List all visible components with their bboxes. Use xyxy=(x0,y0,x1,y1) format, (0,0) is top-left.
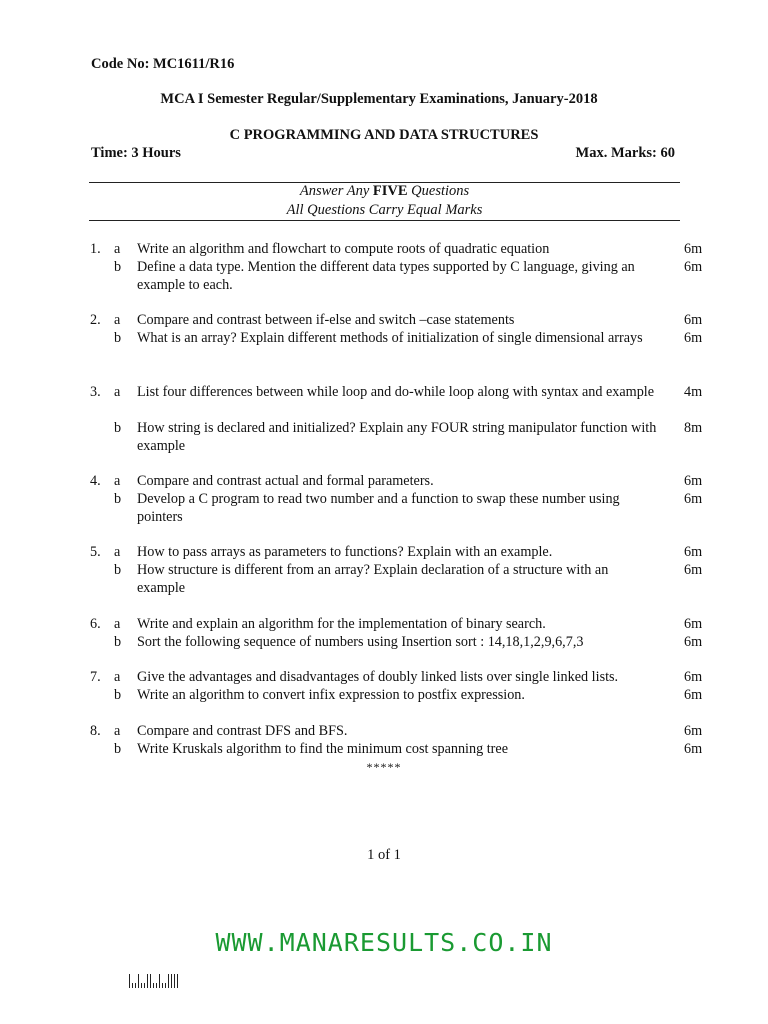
question-2 xyxy=(0,311,768,365)
barcode-bar xyxy=(159,974,160,988)
instruction-line-2: All Questions Carry Equal Marks xyxy=(286,202,483,218)
part-label: a xyxy=(114,544,121,560)
question-text: Write an algorithm to convert infix expression to postfix expression. xyxy=(137,687,525,703)
part-label: b xyxy=(114,420,122,436)
question-text: How to pass arrays as parameters to functions? Explain with an example. xyxy=(137,544,553,560)
question-6 xyxy=(0,615,768,651)
question-marks: 6m xyxy=(684,616,703,632)
instruction-post: Questions xyxy=(407,183,470,199)
barcode-bar xyxy=(141,983,142,988)
question-8 xyxy=(0,722,768,758)
subject-title: C PROGRAMMING AND DATA STRUCTURES xyxy=(229,127,539,143)
exam-title: MCA I Semester Regular/Supplementary Examinations, January-2018 xyxy=(160,91,598,107)
question-marks: 6m xyxy=(684,330,703,346)
question-3 xyxy=(0,383,768,455)
question-marks: 6m xyxy=(684,473,703,489)
question-text: Give the advantages and disadvantages of doubly linked lists over single linked lists. xyxy=(137,669,619,685)
barcode-bar xyxy=(147,974,148,988)
instruction-five: FIVE xyxy=(372,183,408,199)
question-marks: 6m xyxy=(684,241,703,257)
part-label: a xyxy=(114,723,121,739)
question-marks: 6m xyxy=(684,562,703,578)
part-label: b xyxy=(114,687,122,703)
question-text: Compare and contrast DFS and BFS. xyxy=(137,723,348,739)
question-marks: 6m xyxy=(684,669,703,685)
barcode-bar xyxy=(129,974,130,988)
part-label: a xyxy=(114,616,121,632)
barcode-bar xyxy=(156,983,157,988)
question-text: Compare and contrast between if-else and switch –case statements xyxy=(137,312,515,328)
question-number: 1. xyxy=(90,241,101,257)
question-text: Develop a C program to read two number and a function to swap these number using pointers xyxy=(137,491,620,525)
question-text: Write and explain an algorithm for the implementation of binary search. xyxy=(137,616,546,632)
question-5 xyxy=(0,543,768,597)
barcode-bar xyxy=(177,974,178,988)
barcode-bar xyxy=(162,983,163,988)
end-of-paper-mark: ***** xyxy=(366,760,402,774)
barcode-bar xyxy=(135,983,136,988)
question-text: How structure is different from an array? Explain declaration of a structure with an example xyxy=(137,562,609,596)
question-number: 7. xyxy=(90,669,101,685)
max-marks: Max. Marks: 60 xyxy=(575,145,675,161)
question-marks: 6m xyxy=(684,491,703,507)
code-number: Code No: MC1611/R16 xyxy=(91,56,235,72)
question-marks: 6m xyxy=(684,687,703,703)
question-text: Write Kruskals algorithm to find the minimum cost spanning tree xyxy=(137,741,508,757)
question-marks: 6m xyxy=(684,723,703,739)
question-marks: 6m xyxy=(684,544,703,560)
question-number: 2. xyxy=(90,312,101,328)
part-label: a xyxy=(114,241,121,257)
question-text: How string is declared and initialized? Explain any FOUR string manipulator function with example xyxy=(137,420,657,454)
part-label: b xyxy=(114,491,122,507)
part-label: a xyxy=(114,669,121,685)
question-marks: 4m xyxy=(684,384,703,400)
question-marks: 6m xyxy=(684,634,703,650)
part-label: a xyxy=(114,384,121,400)
question-marks: 6m xyxy=(684,259,703,275)
barcode-bar xyxy=(165,983,166,988)
barcode-bar xyxy=(168,974,169,988)
bottom-divider xyxy=(89,220,680,221)
instruction-pre: Answer Any xyxy=(299,183,373,199)
instruction-line-1 xyxy=(89,183,680,200)
barcode-bar xyxy=(144,983,145,988)
watermark-url: WWW.MANARESULTS.CO.IN xyxy=(215,928,553,957)
part-label: a xyxy=(114,473,121,489)
barcode-bar xyxy=(174,974,175,988)
question-number: 6. xyxy=(90,616,101,632)
question-text: Compare and contrast actual and formal parameters. xyxy=(137,473,434,489)
question-text: What is an array? Explain different methods of initialization of single dimensional arrays xyxy=(137,330,643,346)
barcode-bar xyxy=(171,974,172,988)
question-marks: 8m xyxy=(684,420,703,436)
question-text: Define a data type. Mention the different data types supported by C language, giving an example to each. xyxy=(137,259,635,293)
question-7 xyxy=(0,668,768,704)
question-number: 5. xyxy=(90,544,101,560)
barcode-bar xyxy=(132,983,133,988)
question-text: Sort the following sequence of numbers using Insertion sort : 14,18,1,2,9,6,7,3 xyxy=(137,634,584,650)
part-label: b xyxy=(114,330,122,346)
question-number: 4. xyxy=(90,473,101,489)
question-text: Write an algorithm and flowchart to compute roots of quadratic equation xyxy=(137,241,550,257)
barcode xyxy=(129,972,180,988)
question-text: List four differences between while loop and do-while loop along with syntax and example xyxy=(137,384,655,400)
question-number: 3. xyxy=(90,384,101,400)
question-marks: 6m xyxy=(684,741,703,757)
part-label: b xyxy=(114,741,122,757)
question-1 xyxy=(0,240,768,294)
page-number: 1 of 1 xyxy=(367,847,401,863)
question-marks: 6m xyxy=(684,312,703,328)
question-number: 8. xyxy=(90,723,101,739)
question-4 xyxy=(0,472,768,526)
part-label: b xyxy=(114,634,122,650)
time-allowed: Time: 3 Hours xyxy=(91,145,181,161)
barcode-bar xyxy=(153,983,154,988)
part-label: b xyxy=(114,562,122,578)
part-label: a xyxy=(114,312,121,328)
barcode-bar xyxy=(150,974,151,988)
barcode-bar xyxy=(138,974,139,988)
part-label: b xyxy=(114,259,122,275)
